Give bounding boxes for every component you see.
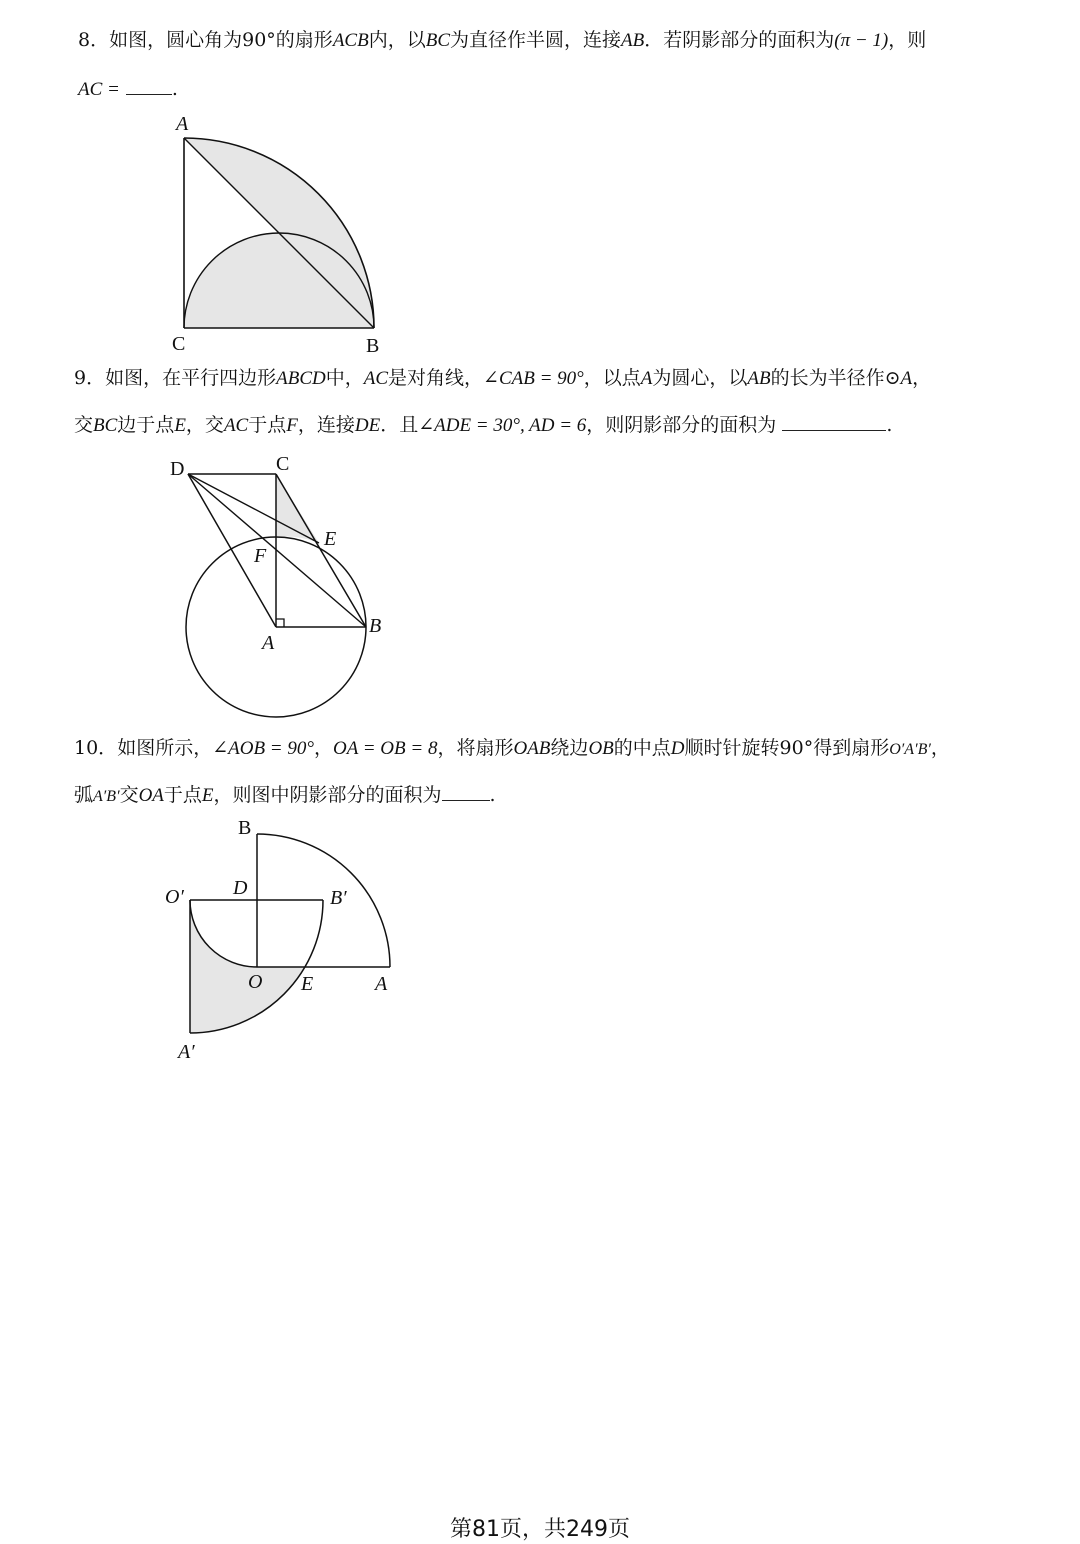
- text: ．且: [380, 414, 419, 436]
- text: 的长为半径作⊙: [770, 367, 901, 389]
- math: AC: [223, 415, 249, 436]
- label-E: E: [324, 528, 337, 550]
- text: 如图所示，: [117, 737, 213, 759]
- problem-number: 10．: [74, 737, 118, 759]
- problem-number: 9．: [74, 367, 106, 389]
- text: ，则阴影部分的面积为: [586, 414, 777, 436]
- math: ∠AOB = 90°: [212, 738, 314, 759]
- label-O: O: [248, 971, 263, 993]
- page-footer: 第81页，共249页: [450, 1517, 630, 1542]
- math: A: [900, 368, 913, 389]
- label-E: E: [301, 973, 314, 995]
- math: E: [174, 415, 186, 436]
- answer-blank: [442, 782, 490, 801]
- text: ，: [313, 737, 333, 759]
- math: ∠ADE = 30°, AD = 6: [418, 415, 587, 436]
- figure-9-svg: [160, 448, 400, 723]
- label-B: B: [369, 615, 382, 637]
- text: ，: [930, 737, 950, 759]
- math: ACB: [332, 30, 369, 51]
- math: F: [286, 415, 298, 436]
- figure-10: [160, 812, 420, 1076]
- label-A: A: [375, 973, 388, 995]
- math: D: [670, 738, 685, 759]
- label-B: B: [366, 335, 380, 357]
- text: ，则: [888, 29, 927, 51]
- math: ABCD: [276, 368, 326, 389]
- label-A: A: [262, 632, 275, 654]
- math: AB: [747, 368, 771, 389]
- math: BC: [425, 30, 450, 51]
- math: OAB: [513, 738, 551, 759]
- math: OA = OB = 8: [333, 738, 438, 759]
- segment-CB: [276, 474, 366, 627]
- text: 边于点: [117, 414, 175, 436]
- text: 交: [119, 784, 139, 806]
- math: (π − 1): [834, 30, 889, 51]
- math: 90°: [779, 737, 814, 759]
- text: 内，以: [368, 29, 426, 51]
- math: 90°: [242, 29, 276, 51]
- figure-10-svg: [160, 812, 420, 1072]
- text: 顺时针旋转: [684, 737, 780, 759]
- math: DE: [354, 415, 381, 436]
- text: ．若阴影部分的面积为: [644, 29, 835, 51]
- text: .: [171, 78, 178, 100]
- problem-9-line-1: [74, 366, 931, 391]
- label-B: B: [238, 817, 252, 839]
- text: ，以点: [583, 367, 641, 389]
- text: 的扇形: [275, 29, 333, 51]
- text: 为圆心，以: [652, 367, 748, 389]
- math: E: [201, 785, 214, 806]
- text: 如图，圆心角为: [109, 29, 243, 51]
- answer-blank: [126, 76, 172, 95]
- text: ，交: [185, 414, 224, 436]
- answer-blank: [782, 412, 886, 431]
- problem-8-line-2: [78, 76, 178, 102]
- math: BC: [93, 415, 118, 436]
- math: ∠CAB = 90°: [483, 368, 584, 389]
- text: 绕边: [550, 737, 589, 759]
- figure-8-svg: [160, 108, 400, 358]
- text: ，: [912, 367, 932, 389]
- text: 于点: [248, 414, 287, 436]
- math: AB: [621, 30, 645, 51]
- math: AC: [363, 368, 389, 389]
- problem-10-line-2: [74, 782, 496, 809]
- figure-8: [160, 108, 400, 362]
- label-D: D: [233, 877, 248, 899]
- text: 为直径作半圆，连接: [450, 29, 622, 51]
- text: ，将扇形: [437, 737, 514, 759]
- math: AC =: [78, 79, 120, 100]
- text: ，则图中阴影部分的面积为: [213, 784, 442, 806]
- label-B1: B′: [330, 887, 347, 909]
- text: 得到扇形: [813, 737, 890, 759]
- text: 是对角线，: [388, 367, 484, 389]
- math: A: [640, 368, 653, 389]
- text: ，连接: [297, 414, 355, 436]
- label-O1: O′: [165, 886, 184, 908]
- problem-10-line-1: [74, 736, 950, 762]
- label-D: D: [170, 458, 185, 480]
- text: .: [489, 784, 496, 806]
- text: 弧: [74, 784, 94, 806]
- label-C: C: [276, 453, 290, 475]
- math: OA: [138, 785, 164, 806]
- label-C: C: [172, 333, 186, 355]
- problem-8-line-1: [78, 28, 926, 53]
- text: 交: [74, 414, 94, 436]
- problem-9-line-2: [74, 412, 892, 438]
- math: OB: [588, 738, 614, 759]
- figure-9: [160, 448, 400, 727]
- text: .: [886, 414, 893, 436]
- math: A′B′: [93, 788, 120, 805]
- label-A1: A′: [178, 1041, 195, 1063]
- problem-number: 8．: [78, 29, 110, 51]
- label-F: F: [254, 545, 267, 567]
- math: O′A′B′: [889, 741, 931, 758]
- text: 于点: [163, 784, 202, 806]
- text: 中，: [325, 367, 364, 389]
- text: 如图，在平行四边形: [105, 367, 277, 389]
- label-A: A: [176, 113, 189, 135]
- text: 的中点: [613, 737, 671, 759]
- right-angle-mark: [276, 619, 284, 627]
